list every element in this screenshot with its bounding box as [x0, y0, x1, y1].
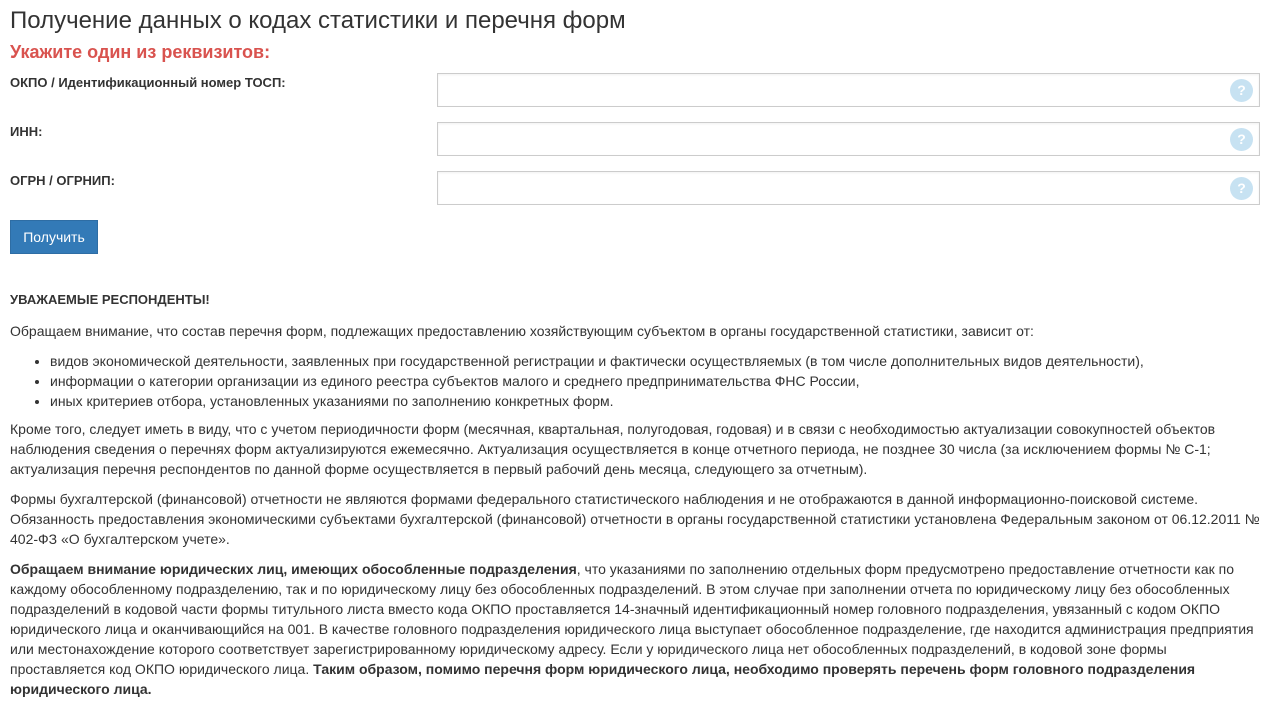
notice-paragraph-subdivisions — [10, 559, 1262, 699]
ogrn-field — [437, 171, 1260, 205]
subdivisions-text: , что указаниями по заполнению отдельных форм предусмотрено предоставление отчетности как по каждому обособленному подразделению, так и по юридическому лицу без обособленных подразделений. В этом случае при заполнении отчета по юридическому лицу без обособленных подразделений в кодовой части формы титульного листа вместо кода ОКПО проставляется 14-значный идентификационный номер головного подразделения, увязанный с кодом ОКПО юридического лица и оканчивающийся на 001. В качестве головного подразделения юридического лица выступает обособленное подразделение, где находится администрация предприятия или местонахождение которого соответствует зарегистрированному юридическому адресу. Если у юридического лица нет обособленных подразделений, в кодовой зоне формы проставляется код ОКПО юридического лица. — [10, 561, 1254, 677]
okpo-help-icon[interactable]: ? — [1230, 79, 1253, 102]
list-item: • видов экономической деятельности, заявленных при государственной регистрации и фактически осуществляемых (в том числе дополнительных видов деятельности), — [50, 351, 1262, 371]
okpo-field — [437, 73, 1260, 107]
inn-field — [437, 122, 1260, 156]
okpo-label: ОКПО / Идентификационный номер ТОСП: — [10, 75, 286, 90]
notice-paragraph-accounting: Формы бухгалтерской (финансовой) отчетности не являются формами федерального статистического наблюдения и не отображаются в данной информационно-поисковой системе. Обязанность предоставления экономическими субъектами бухгалтерской (финансовой) отчетности в органы государственной статистики установлена Федеральным законом от 06.12.2011 № 402-ФЗ «О бухгалтерском учете». — [10, 491, 1260, 547]
ogrn-input[interactable] — [438, 172, 1259, 204]
form-subtitle: Укажите один из реквизитов: — [10, 42, 271, 62]
notice-heading: УВАЖАЕМЫЕ РЕСПОНДЕНТЫ! — [10, 292, 210, 307]
subdivisions-bold-conclusion: Таким образом, помимо перечня форм юридического лица, необходимо проверять перечень форм головного подразделения юридического лица. — [10, 661, 1196, 697]
ogrn-label: ОГРН / ОГРНИП: — [10, 173, 115, 188]
criteria-list — [10, 351, 1262, 411]
subdivisions-bold-lead: Обращаем внимание юридических лиц, имеющих обособленные подразделения — [10, 561, 577, 577]
inn-help-icon[interactable]: ? — [1230, 128, 1253, 151]
list-item: • информации о категории организации из единого реестра субъектов малого и среднего предпринимательства ФНС России, — [50, 371, 1262, 391]
submit-button[interactable]: Получить — [10, 220, 98, 254]
list-item: • иных критериев отбора, установленных указаниями по заполнению конкретных форм. — [50, 391, 1262, 411]
notice-section — [10, 290, 1262, 709]
page-title: Получение данных о кодах статистики и перечня форм — [10, 7, 626, 34]
inn-label: ИНН: — [10, 124, 43, 139]
inn-input[interactable] — [438, 123, 1259, 155]
notice-intro: Обращаем внимание, что состав перечня форм, подлежащих предоставлению хозяйствующим субъектом в органы государственной статистики, зависит от: — [10, 323, 1034, 339]
okpo-input[interactable] — [438, 74, 1259, 106]
notice-paragraph-update: Кроме того, следует иметь в виду, что с учетом периодичности форм (месячная, квартальная, полугодовая, годовая) и в связи с необходимостью актуализации совокупностей объектов наблюдения сведения о перечнях форм актуализируются ежемесячно. Актуализация осуществляется в конце отчетного периода, не позднее 30 числа (за исключением формы № С-1; актуализация перечня респондентов по данной форме осуществляется в первый рабочий день месяца, следующего за отчетным). — [10, 421, 1216, 477]
ogrn-help-icon[interactable]: ? — [1230, 177, 1253, 200]
